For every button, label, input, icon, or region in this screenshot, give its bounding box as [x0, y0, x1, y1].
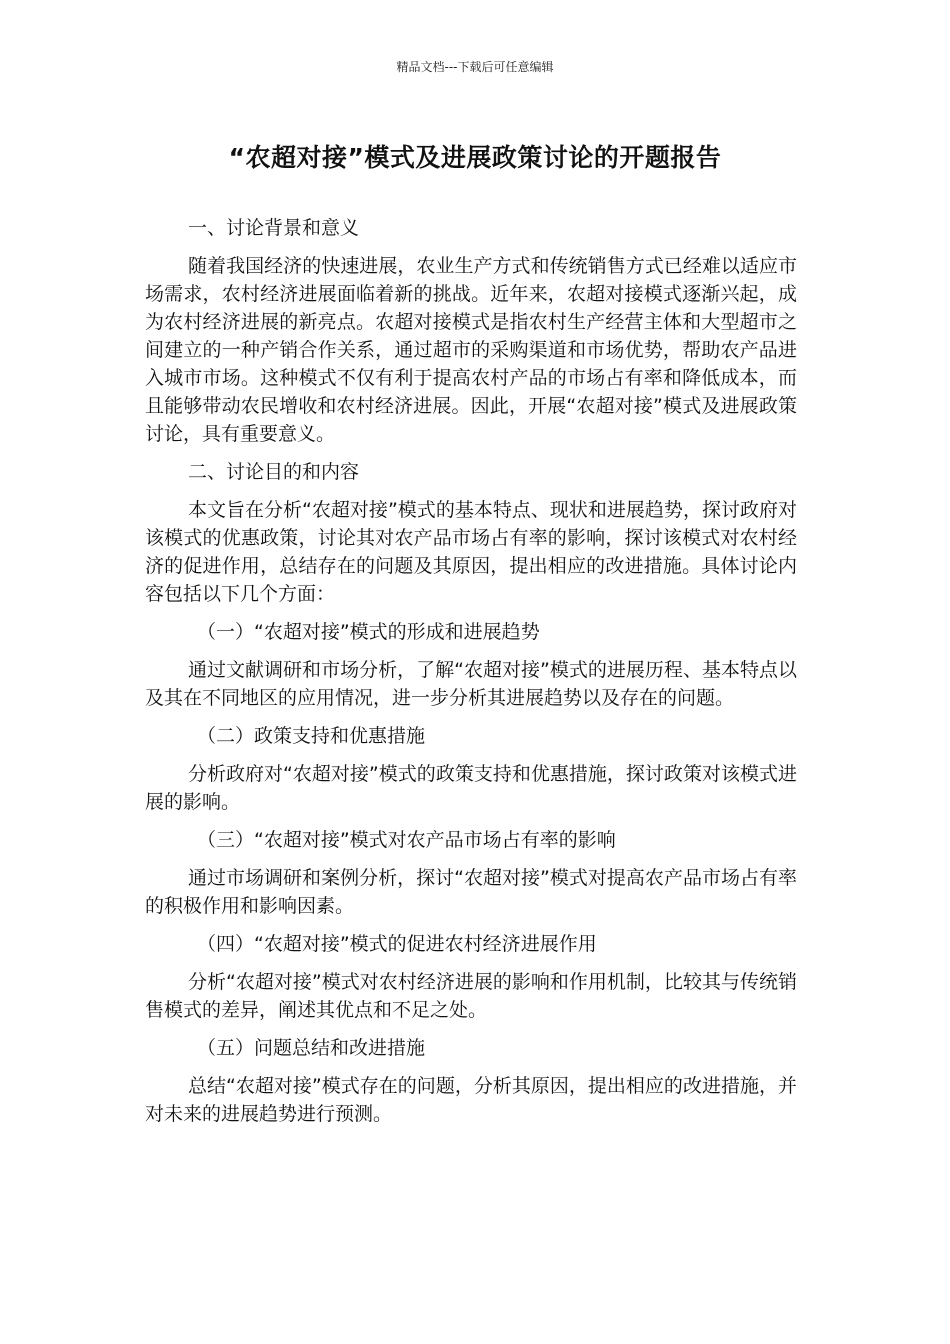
header-note: 精品文档---下载后可任意编辑 [396, 60, 554, 74]
subsection-paragraph-2: 分析政府对“农超对接”模式的政策支持和优惠措施，探讨政策对该模式进展的影响。 [145, 763, 797, 813]
subsection-heading-1: （一）“农超对接”模式的形成和进展趋势 [197, 621, 540, 643]
subsection-paragraph-5: 总结“农超对接”模式存在的问题，分析其原因，提出相应的改进措施，并对未来的进展趋势进行预测。 [145, 1075, 797, 1125]
subsection-heading-3: （三）“农超对接”模式对农产品市场占有率的影响 [197, 829, 616, 851]
subsection-heading-2: （二）政策支持和优惠措施 [197, 725, 426, 747]
subsection-paragraph-3: 通过市场调研和案例分析，探讨“农超对接”模式对提高农产品市场占有率的积极作用和影响因素。 [145, 867, 797, 917]
section-heading-background: 一、讨论背景和意义 [188, 217, 360, 239]
subsection-paragraph-4: 分析“农超对接”模式对农村经济进展的影响和作用机制，比较其与传统销售模式的差异，阐述其优点和不足之处。 [145, 971, 797, 1021]
paragraph-background: 随着我国经济的快速进展，农业生产方式和传统销售方式已经难以适应市场需求，农村经济进展面临着新的挑战。近年来，农超对接模式逐渐兴起，成为农村经济进展的新亮点。农超对接模式是指农村生产经营主体和大型超市之间建立的一种产销合作关系，通过超市的采购渠道和市场优势，帮助农产品进入城市市场。这种模式不仅有利于提高农村产品的市场占有率和降低成本，而且能够带动农民增收和农村经济进展。因此，开展“农超对接”模式及进展政策讨论，具有重要意义。 [145, 255, 797, 445]
subsection-heading-5: （五）问题总结和改进措施 [197, 1037, 426, 1059]
section-heading-purpose: 二、讨论目的和内容 [188, 461, 360, 483]
subsection-paragraph-1: 通过文献调研和市场分析，了解“农超对接”模式的进展历程、基本特点以及其在不同地区的应用情况，进一步分析其进展趋势以及存在的问题。 [145, 659, 797, 709]
document-title: “农超对接”模式及进展政策讨论的开题报告 [228, 143, 722, 172]
subsection-heading-4: （四）“农超对接”模式的促进农村经济进展作用 [197, 933, 597, 955]
paragraph-purpose: 本文旨在分析“农超对接”模式的基本特点、现状和进展趋势，探讨政府对该模式的优惠政策，讨论其对农产品市场占有率的影响，探讨该模式对农村经济的促进作用，总结存在的问题及其原因，提出相应的改进措施。具体讨论内容包括以下几个方面： [145, 499, 797, 605]
document-body [145, 214, 797, 1138]
